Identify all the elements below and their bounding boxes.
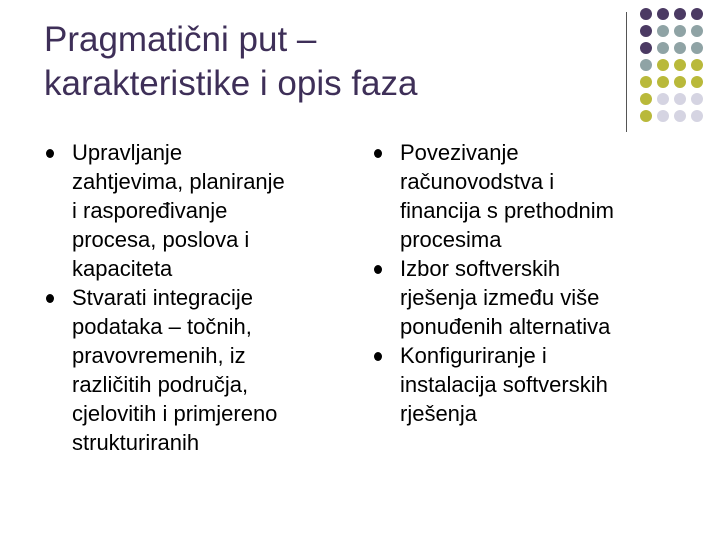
bullet-text-line: računovodstva i xyxy=(400,169,555,194)
bullet-dot-icon xyxy=(46,294,54,303)
decorative-dot xyxy=(691,42,703,54)
bullet-text-line: instalacija softverskih xyxy=(400,372,608,397)
decorative-dot xyxy=(640,59,652,71)
slide-title-line-2: karakteristike i opis faza xyxy=(44,64,418,103)
slide-title-line-1: Pragmatični put – xyxy=(44,20,317,59)
decorative-dot xyxy=(674,110,686,122)
decorative-dot xyxy=(691,76,703,88)
decorative-dot xyxy=(657,59,669,71)
bullet-text xyxy=(72,283,344,457)
decorative-dot xyxy=(657,8,669,20)
bullet-item xyxy=(372,341,692,428)
decorative-dot xyxy=(640,93,652,105)
bullet-text-line: zahtjevima, planiranje xyxy=(72,169,285,194)
bullet-dot-icon xyxy=(46,149,54,158)
decorative-dot xyxy=(691,25,703,37)
decorative-dot xyxy=(640,8,652,20)
bullet-text-line: Povezivanje xyxy=(400,140,519,165)
decorative-dot xyxy=(691,8,703,20)
decorative-dot xyxy=(640,25,652,37)
decorative-dot xyxy=(674,42,686,54)
slide-title xyxy=(44,18,604,106)
decorative-dot xyxy=(657,93,669,105)
bullet-text-line: financija s prethodnim xyxy=(400,198,615,223)
decorative-dot xyxy=(657,25,669,37)
bullet-text-line: pravovremenih, iz xyxy=(72,343,246,368)
bullet-text-line: strukturiranih xyxy=(72,430,200,455)
bullet-text xyxy=(400,138,692,254)
bullet-text-line: Stvarati integracije xyxy=(72,285,253,310)
decorative-dot xyxy=(674,8,686,20)
decorative-dot xyxy=(657,76,669,88)
bullet-dot-icon xyxy=(374,352,382,361)
bullet-text-line: ponuđenih alternativa xyxy=(400,314,611,339)
bullet-item xyxy=(44,138,344,283)
bullet-text-line: Upravljanje xyxy=(72,140,183,165)
decorative-dot xyxy=(674,76,686,88)
bullet-text-line: kapaciteta xyxy=(72,256,173,281)
bullet-text-line: procesa, poslova i xyxy=(72,227,250,252)
decorative-dot xyxy=(640,76,652,88)
decorative-dot xyxy=(691,59,703,71)
bullet-text-line: procesima xyxy=(400,227,502,252)
bullet-text-line: različitih područja, xyxy=(72,372,249,397)
bullet-text xyxy=(400,341,692,428)
decorative-dot xyxy=(640,42,652,54)
decorative-dot xyxy=(657,110,669,122)
bullet-text-line: rješenja između više xyxy=(400,285,600,310)
bullet-item xyxy=(44,283,344,457)
bullet-text-line: cjelovitih i primjereno xyxy=(72,401,278,426)
decorative-dot xyxy=(640,110,652,122)
bullet-text-line: i raspoređivanje xyxy=(72,198,228,223)
bullet-text xyxy=(72,138,344,283)
right-bullet-list xyxy=(372,138,692,428)
decorative-dot xyxy=(691,93,703,105)
decorative-dot xyxy=(691,110,703,122)
decorative-divider xyxy=(626,12,627,132)
bullet-text-line: Izbor softverskih xyxy=(400,256,561,281)
decorative-dot xyxy=(674,25,686,37)
bullet-item xyxy=(372,254,692,341)
left-bullet-list xyxy=(44,138,344,457)
bullet-dot-icon xyxy=(374,149,382,158)
decorative-dot xyxy=(674,59,686,71)
decorative-dot-grid xyxy=(636,8,720,128)
bullet-text-line: podataka – točnih, xyxy=(72,314,252,339)
bullet-text-line: Konfiguriranje i xyxy=(400,343,547,368)
bullet-dot-icon xyxy=(374,265,382,274)
bullet-text xyxy=(400,254,692,341)
decorative-dot xyxy=(657,42,669,54)
bullet-text-line: rješenja xyxy=(400,401,478,426)
bullet-item xyxy=(372,138,692,254)
decorative-dot xyxy=(674,93,686,105)
